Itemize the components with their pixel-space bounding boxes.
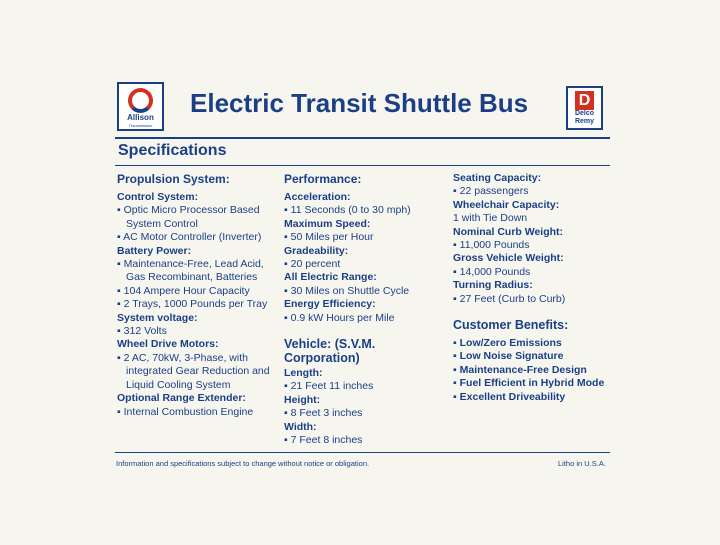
list-item: ▪ 21 Feet 11 inches (284, 380, 374, 393)
electric-range-label: All Electric Range: (284, 271, 377, 284)
height-label: Height: (284, 393, 321, 406)
benefit-item: ▪ Fuel Efficient in Hybrid Mode (453, 377, 605, 390)
curb-weight-label: Nominal Curb Weight: (453, 225, 564, 238)
delco-mark-icon: D (575, 91, 594, 110)
page-title: Electric Transit Shuttle Bus (190, 88, 529, 118)
propulsion-section-title: Propulsion System: (117, 172, 230, 186)
delco-remy-logo (566, 86, 603, 130)
benefit-item: ▪ Low Noise Signature (453, 350, 564, 363)
list-item: ▪ 22 passengers (453, 185, 529, 198)
benefit-item: ▪ Maintenance-Free Design (453, 363, 587, 376)
seating-capacity-label: Seating Capacity: (453, 172, 542, 184)
footer-disclaimer: Information and specifications subject to change without notice or obligation. (116, 459, 370, 468)
performance-column (284, 172, 446, 448)
list-item: ▪ 2 AC, 70kW, 3-Phase, with integrated Gear Reduction and Liquid Cooling System (117, 351, 270, 391)
gross-weight-label: Gross Vehicle Weight: (453, 252, 564, 265)
vehicle-section-title: Vehicle: (S.V.M. Corporation) (284, 337, 376, 366)
system-voltage-label: System voltage: (117, 311, 198, 324)
length-label: Length: (284, 367, 323, 380)
list-item: ▪ Maintenance-Free, Lead Acid, Gas Recombinant, Batteries (117, 258, 264, 284)
list-item: ▪ 312 Volts (117, 325, 167, 338)
list-item: ▪ 11 Seconds (0 to 30 mph) (284, 204, 411, 217)
list-item: ▪ 11,000 Pounds (453, 239, 530, 252)
control-system-label: Control System: (117, 191, 199, 203)
specifications-heading: Specifications (118, 142, 227, 159)
wheel-drive-motors-label: Wheel Drive Motors: (117, 338, 219, 351)
benefit-item: ▪ Low/Zero Emissions (453, 337, 562, 350)
allison-logo-name: Allison (127, 113, 154, 122)
list-item: ▪ Optic Micro Processor Based System Control (117, 204, 260, 230)
list-item: ▪ 104 Ampere Hour Capacity (117, 284, 250, 297)
wheelchair-capacity-label: Wheelchair Capacity: (453, 198, 560, 211)
list-item: ▪ AC Motor Controller (Inverter) (117, 231, 262, 244)
acceleration-label: Acceleration: (284, 191, 351, 203)
wheelchair-capacity-value: 1 with Tie Down (453, 212, 528, 225)
list-item: ▪ 30 Miles on Shuttle Cycle (284, 284, 410, 297)
list-item: ▪ 2 Trays, 1000 Pounds per Tray (117, 298, 268, 311)
bottom-divider (115, 452, 610, 453)
list-item: ▪ 27 Feet (Curb to Curb) (453, 292, 566, 305)
benefits-section-title: Customer Benefits: (453, 318, 569, 333)
allison-logo-sub: Transmission (128, 123, 153, 128)
energy-efficiency-label: Energy Efficiency: (284, 298, 376, 311)
list-item: ▪ 8 Feet 3 inches (284, 407, 363, 420)
delco-logo-line2: Remy (574, 118, 595, 125)
propulsion-column (117, 172, 277, 419)
performance-section-title: Performance: (284, 172, 362, 186)
delco-logo-text (568, 110, 601, 126)
list-item: ▪ 20 percent (284, 258, 341, 271)
footer-litho: Litho in U.S.A. (558, 459, 606, 468)
turning-radius-label: Turning Radius: (453, 279, 533, 292)
delco-logo-line1: Delco (574, 110, 595, 117)
maximum-speed-label: Maximum Speed: (284, 217, 371, 230)
list-item: ▪ 14,000 Pounds (453, 265, 531, 278)
list-item: ▪ 0.9 kW Hours per Mile (284, 311, 395, 324)
list-item: ▪ 50 Miles per Hour (284, 231, 374, 244)
battery-power-label: Battery Power: (117, 244, 192, 257)
gradeability-label: Gradeability: (284, 244, 349, 257)
allison-logo (117, 82, 164, 131)
allison-ring-icon (128, 88, 153, 113)
heading-divider (115, 165, 610, 166)
top-divider (115, 137, 610, 139)
capacity-column (453, 172, 613, 404)
benefit-item: ▪ Excellent Driveability (453, 390, 566, 403)
list-item: ▪ Internal Combustion Engine (117, 405, 254, 418)
range-extender-label: Optional Range Extender: (117, 392, 246, 405)
list-item: ▪ 7 Feet 8 inches (284, 434, 363, 447)
width-label: Width: (284, 420, 317, 433)
